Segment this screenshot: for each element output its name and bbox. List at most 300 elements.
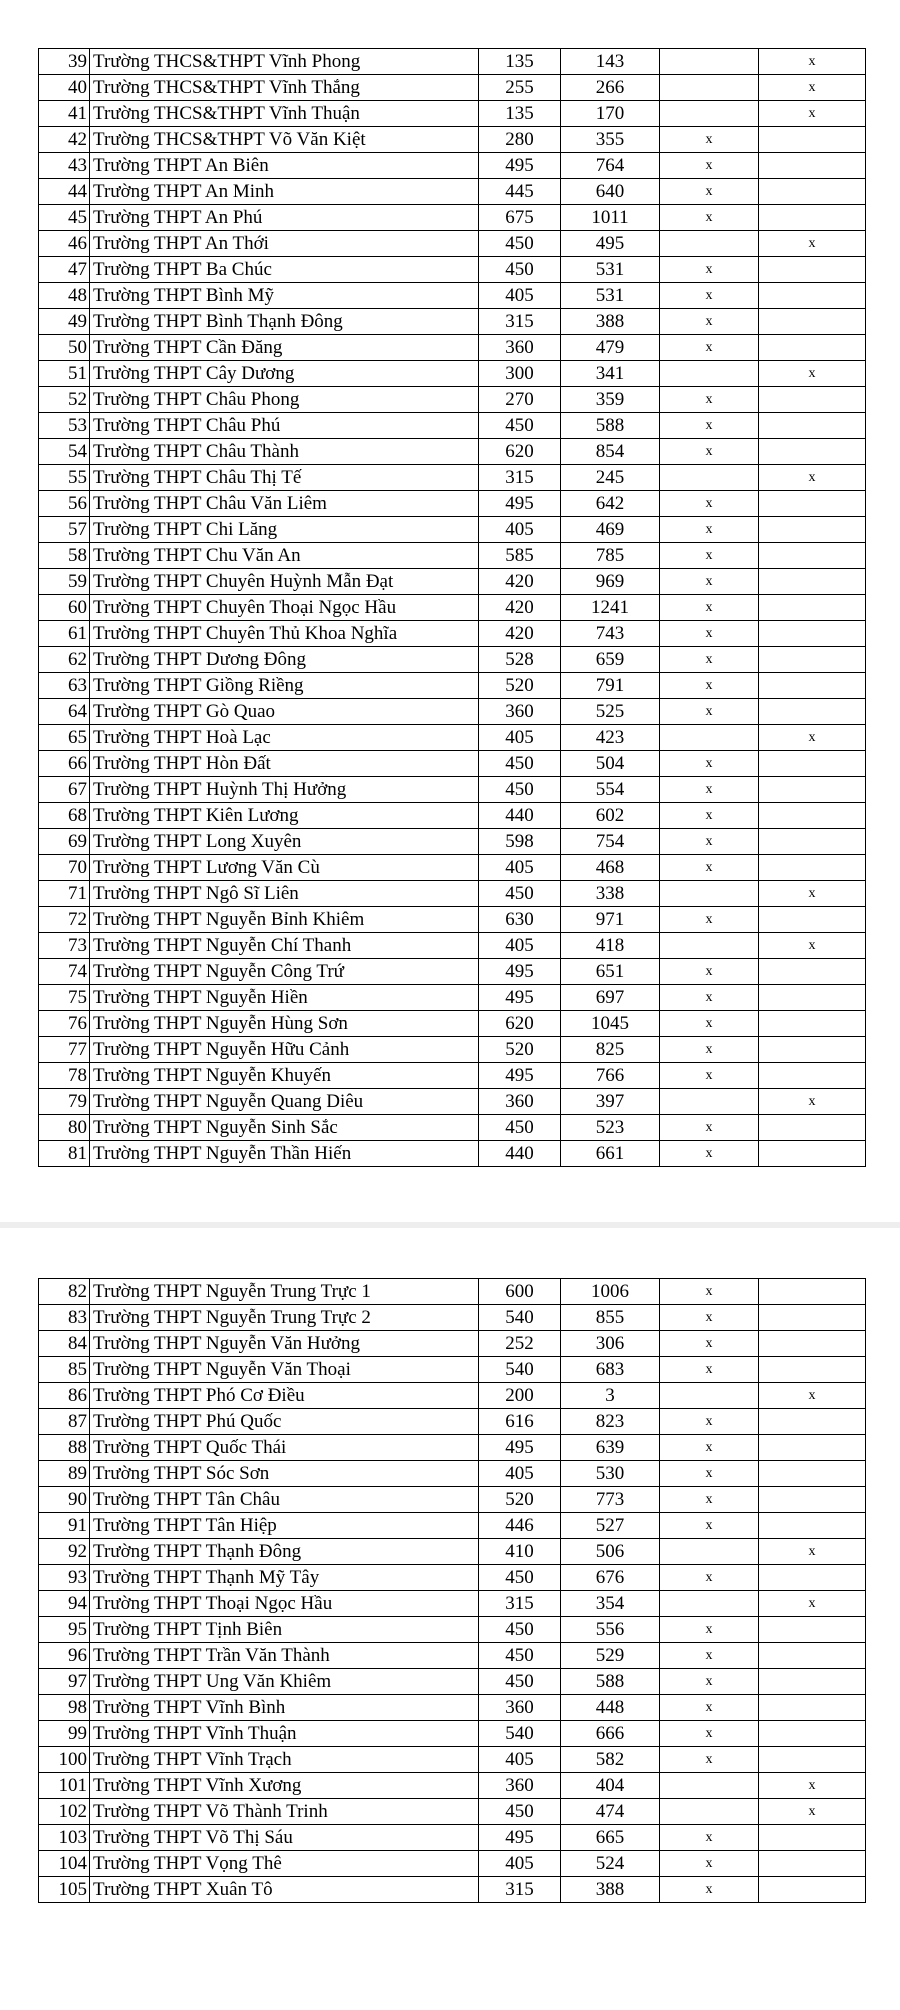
- school-name: Trường THPT Ngô Sĩ Liên: [90, 881, 479, 907]
- table-row: [39, 1435, 866, 1461]
- check-mark: x: [705, 1465, 713, 1481]
- mark-column-2: [759, 1115, 866, 1141]
- value-b: 523: [561, 1115, 660, 1141]
- table-row: [39, 179, 866, 205]
- row-number: 82: [39, 1279, 90, 1305]
- school-name: Trường THPT Long Xuyên: [90, 829, 479, 855]
- school-name: Trường THPT Dương Đông: [90, 647, 479, 673]
- table-row: [39, 1011, 866, 1037]
- row-number: 64: [39, 699, 90, 725]
- table-row: [39, 1825, 866, 1851]
- mark-column-1: [660, 1461, 759, 1487]
- check-mark: x: [705, 1855, 713, 1871]
- value-b: 766: [561, 1063, 660, 1089]
- row-number: 97: [39, 1669, 90, 1695]
- mark-column-1: [660, 1773, 759, 1799]
- value-b: 143: [561, 49, 660, 75]
- value-b: 525: [561, 699, 660, 725]
- table-row: [39, 621, 866, 647]
- table-row: [39, 1799, 866, 1825]
- mark-column-2: [759, 595, 866, 621]
- table-row: [39, 1747, 866, 1773]
- table-row: [39, 387, 866, 413]
- mark-column-2: [759, 1825, 866, 1851]
- value-b: 665: [561, 1825, 660, 1851]
- row-number: 43: [39, 153, 90, 179]
- mark-column-2: [759, 673, 866, 699]
- check-mark: x: [705, 339, 713, 355]
- mark-column-2: [759, 1037, 866, 1063]
- school-name: Trường THPT Nguyễn Chí Thanh: [90, 933, 479, 959]
- value-b: 531: [561, 257, 660, 283]
- mark-column-2: [759, 1011, 866, 1037]
- check-mark: x: [705, 833, 713, 849]
- check-mark: x: [808, 729, 816, 745]
- mark-column-1: [660, 1799, 759, 1825]
- mark-column-1: [660, 1825, 759, 1851]
- table-row: [39, 361, 866, 387]
- value-b: 743: [561, 621, 660, 647]
- table-row: [39, 1721, 866, 1747]
- check-mark: x: [705, 1041, 713, 1057]
- mark-column-1: [660, 1089, 759, 1115]
- value-b: 397: [561, 1089, 660, 1115]
- mark-column-1: [660, 1565, 759, 1591]
- school-name: Trường THPT Quốc Thái: [90, 1435, 479, 1461]
- value-b: 554: [561, 777, 660, 803]
- value-a: 135: [479, 49, 561, 75]
- value-b: 479: [561, 335, 660, 361]
- mark-column-2: [759, 1773, 866, 1799]
- table-row: [39, 335, 866, 361]
- mark-column-2: [759, 1799, 866, 1825]
- value-b: 527: [561, 1513, 660, 1539]
- row-number: 77: [39, 1037, 90, 1063]
- table-row: [39, 257, 866, 283]
- check-mark: x: [705, 443, 713, 459]
- value-b: 602: [561, 803, 660, 829]
- table-row: [39, 543, 866, 569]
- value-b: 355: [561, 127, 660, 153]
- value-a: 450: [479, 1643, 561, 1669]
- value-b: 3: [561, 1383, 660, 1409]
- value-a: 360: [479, 1089, 561, 1115]
- mark-column-1: [660, 543, 759, 569]
- mark-column-1: [660, 1357, 759, 1383]
- row-number: 88: [39, 1435, 90, 1461]
- row-number: 96: [39, 1643, 90, 1669]
- row-number: 86: [39, 1383, 90, 1409]
- mark-column-2: [759, 75, 866, 101]
- value-b: 683: [561, 1357, 660, 1383]
- value-b: 529: [561, 1643, 660, 1669]
- value-b: 469: [561, 517, 660, 543]
- row-number: 59: [39, 569, 90, 595]
- mark-column-2: [759, 881, 866, 907]
- mark-column-2: [759, 1141, 866, 1167]
- table-row: [39, 75, 866, 101]
- school-name: Trường THPT Nguyễn Quang Diêu: [90, 1089, 479, 1115]
- row-number: 56: [39, 491, 90, 517]
- school-name: Trường THPT Vĩnh Trạch: [90, 1747, 479, 1773]
- row-number: 47: [39, 257, 90, 283]
- row-number: 53: [39, 413, 90, 439]
- value-a: 315: [479, 309, 561, 335]
- row-number: 79: [39, 1089, 90, 1115]
- row-number: 61: [39, 621, 90, 647]
- table-row: [39, 491, 866, 517]
- school-name: Trường THPT Ung Văn Khiêm: [90, 1669, 479, 1695]
- school-name: Trường THPT Tân Châu: [90, 1487, 479, 1513]
- mark-column-1: [660, 1851, 759, 1877]
- value-b: 474: [561, 1799, 660, 1825]
- value-a: 405: [479, 1747, 561, 1773]
- table-row: [39, 153, 866, 179]
- value-a: 450: [479, 231, 561, 257]
- check-mark: x: [705, 1647, 713, 1663]
- check-mark: x: [705, 651, 713, 667]
- mark-column-1: [660, 1141, 759, 1167]
- table-row: [39, 465, 866, 491]
- school-name: Trường THPT Chuyên Huỳnh Mẫn Đạt: [90, 569, 479, 595]
- value-b: 1241: [561, 595, 660, 621]
- value-b: 1011: [561, 205, 660, 231]
- mark-column-1: [660, 881, 759, 907]
- mark-column-2: [759, 1747, 866, 1773]
- school-name: Trường THPT Ba Chúc: [90, 257, 479, 283]
- mark-column-2: [759, 985, 866, 1011]
- check-mark: x: [705, 521, 713, 537]
- mark-column-1: [660, 75, 759, 101]
- mark-column-1: [660, 1539, 759, 1565]
- value-b: 582: [561, 1747, 660, 1773]
- mark-column-2: [759, 465, 866, 491]
- school-name: Trường THCS&THPT Vĩnh Phong: [90, 49, 479, 75]
- mark-column-2: [759, 1383, 866, 1409]
- value-a: 540: [479, 1721, 561, 1747]
- mark-column-2: [759, 907, 866, 933]
- row-number: 51: [39, 361, 90, 387]
- table-row: [39, 1305, 866, 1331]
- mark-column-2: [759, 829, 866, 855]
- value-b: 642: [561, 491, 660, 517]
- mark-column-2: [759, 439, 866, 465]
- value-a: 280: [479, 127, 561, 153]
- school-name: Trường THPT Tịnh Biên: [90, 1617, 479, 1643]
- mark-column-1: [660, 751, 759, 777]
- value-a: 405: [479, 1851, 561, 1877]
- value-a: 405: [479, 517, 561, 543]
- check-mark: x: [705, 1145, 713, 1161]
- school-name: Trường THPT Gò Quao: [90, 699, 479, 725]
- value-a: 315: [479, 1591, 561, 1617]
- mark-column-2: [759, 1721, 866, 1747]
- mark-column-1: [660, 1695, 759, 1721]
- mark-column-2: [759, 1357, 866, 1383]
- value-a: 450: [479, 1565, 561, 1591]
- mark-column-2: [759, 283, 866, 309]
- mark-column-2: [759, 1435, 866, 1461]
- check-mark: x: [705, 1283, 713, 1299]
- check-mark: x: [808, 1803, 816, 1819]
- table-row: [39, 127, 866, 153]
- table-row: [39, 1357, 866, 1383]
- table-row: [39, 1037, 866, 1063]
- row-number: 49: [39, 309, 90, 335]
- school-table-2: [38, 1278, 866, 1903]
- value-b: 388: [561, 1877, 660, 1903]
- mark-column-2: [759, 257, 866, 283]
- mark-column-1: [660, 1513, 759, 1539]
- value-a: 360: [479, 699, 561, 725]
- mark-column-2: [759, 1063, 866, 1089]
- table-row: [39, 829, 866, 855]
- check-mark: x: [705, 1309, 713, 1325]
- mark-column-2: [759, 517, 866, 543]
- mark-column-1: [660, 517, 759, 543]
- mark-column-2: [759, 1539, 866, 1565]
- value-b: 754: [561, 829, 660, 855]
- mark-column-1: [660, 933, 759, 959]
- value-a: 675: [479, 205, 561, 231]
- school-name: Trường THPT Phó Cơ Điều: [90, 1383, 479, 1409]
- table-row: [39, 283, 866, 309]
- check-mark: x: [808, 235, 816, 251]
- school-name: Trường THPT Nguyễn Sinh Sắc: [90, 1115, 479, 1141]
- school-name: Trường THPT Cây Dương: [90, 361, 479, 387]
- school-name: Trường THPT Nguyễn Trung Trực 1: [90, 1279, 479, 1305]
- mark-column-1: [660, 1383, 759, 1409]
- mark-column-1: [660, 101, 759, 127]
- row-number: 80: [39, 1115, 90, 1141]
- school-name: Trường THPT Giồng Riềng: [90, 673, 479, 699]
- table-row: [39, 1383, 866, 1409]
- row-number: 40: [39, 75, 90, 101]
- mark-column-1: [660, 179, 759, 205]
- value-b: 504: [561, 751, 660, 777]
- mark-column-1: [660, 621, 759, 647]
- mark-column-2: [759, 1877, 866, 1903]
- school-name: Trường THPT Vĩnh Thuận: [90, 1721, 479, 1747]
- check-mark: x: [705, 1439, 713, 1455]
- school-name: Trường THPT Châu Phong: [90, 387, 479, 413]
- table-row: [39, 1773, 866, 1799]
- table-row: [39, 1409, 866, 1435]
- check-mark: x: [705, 963, 713, 979]
- value-a: 315: [479, 465, 561, 491]
- mark-column-2: [759, 959, 866, 985]
- table-row: [39, 985, 866, 1011]
- value-b: 506: [561, 1539, 660, 1565]
- mark-column-2: [759, 855, 866, 881]
- value-a: 495: [479, 959, 561, 985]
- mark-column-2: [759, 205, 866, 231]
- school-name: Trường THPT Sóc Sơn: [90, 1461, 479, 1487]
- value-a: 420: [479, 595, 561, 621]
- mark-column-2: [759, 1409, 866, 1435]
- mark-column-1: [660, 335, 759, 361]
- school-name: Trường THPT Bình Mỹ: [90, 283, 479, 309]
- school-name: Trường THPT Châu Thị Tế: [90, 465, 479, 491]
- row-number: 87: [39, 1409, 90, 1435]
- row-number: 73: [39, 933, 90, 959]
- school-name: Trường THCS&THPT Vĩnh Thuận: [90, 101, 479, 127]
- table-row: [39, 647, 866, 673]
- table-row: [39, 751, 866, 777]
- value-a: 520: [479, 1487, 561, 1513]
- mark-column-1: [660, 283, 759, 309]
- row-number: 76: [39, 1011, 90, 1037]
- table-row: [39, 725, 866, 751]
- check-mark: x: [808, 1093, 816, 1109]
- mark-column-2: [759, 413, 866, 439]
- table-row: [39, 907, 866, 933]
- mark-column-1: [660, 1591, 759, 1617]
- value-a: 620: [479, 439, 561, 465]
- value-a: 598: [479, 829, 561, 855]
- mark-column-2: [759, 1617, 866, 1643]
- value-b: 661: [561, 1141, 660, 1167]
- table-row: [39, 101, 866, 127]
- school-name: Trường THPT Hòn Đất: [90, 751, 479, 777]
- check-mark: x: [705, 1881, 713, 1897]
- mark-column-2: [759, 803, 866, 829]
- mark-column-2: [759, 725, 866, 751]
- row-number: 70: [39, 855, 90, 881]
- check-mark: x: [808, 1387, 816, 1403]
- school-name: Trường THPT An Biên: [90, 153, 479, 179]
- row-number: 72: [39, 907, 90, 933]
- value-b: 338: [561, 881, 660, 907]
- mark-column-1: [660, 1487, 759, 1513]
- value-a: 445: [479, 179, 561, 205]
- mark-column-2: [759, 1513, 866, 1539]
- row-number: 44: [39, 179, 90, 205]
- mark-column-1: [660, 569, 759, 595]
- mark-column-1: [660, 673, 759, 699]
- mark-column-2: [759, 309, 866, 335]
- row-number: 91: [39, 1513, 90, 1539]
- table-body: [39, 49, 866, 1167]
- mark-column-2: [759, 1089, 866, 1115]
- table-row: [39, 1877, 866, 1903]
- mark-column-1: [660, 1669, 759, 1695]
- school-name: Trường THPT Hoà Lạc: [90, 725, 479, 751]
- value-b: 524: [561, 1851, 660, 1877]
- table-row: [39, 1461, 866, 1487]
- school-name: Trường THPT Thạnh Đông: [90, 1539, 479, 1565]
- mark-column-1: [660, 49, 759, 75]
- value-a: 600: [479, 1279, 561, 1305]
- table-row: [39, 1539, 866, 1565]
- value-b: 341: [561, 361, 660, 387]
- value-b: 359: [561, 387, 660, 413]
- value-b: 666: [561, 1721, 660, 1747]
- value-a: 585: [479, 543, 561, 569]
- check-mark: x: [808, 53, 816, 69]
- mark-column-1: [660, 855, 759, 881]
- mark-column-1: [660, 465, 759, 491]
- value-b: 388: [561, 309, 660, 335]
- school-name: Trường THPT An Phú: [90, 205, 479, 231]
- value-a: 495: [479, 153, 561, 179]
- value-b: 971: [561, 907, 660, 933]
- school-name: Trường THPT Vọng Thê: [90, 1851, 479, 1877]
- table-row: [39, 413, 866, 439]
- mark-column-2: [759, 569, 866, 595]
- school-name: Trường THPT Châu Phú: [90, 413, 479, 439]
- row-number: 67: [39, 777, 90, 803]
- table-row: [39, 933, 866, 959]
- check-mark: x: [705, 703, 713, 719]
- mark-column-2: [759, 127, 866, 153]
- value-b: 468: [561, 855, 660, 881]
- mark-column-1: [660, 153, 759, 179]
- value-b: 1006: [561, 1279, 660, 1305]
- mark-column-1: [660, 1279, 759, 1305]
- mark-column-1: [660, 803, 759, 829]
- row-number: 66: [39, 751, 90, 777]
- mark-column-1: [660, 1877, 759, 1903]
- value-b: 588: [561, 1669, 660, 1695]
- check-mark: x: [705, 209, 713, 225]
- value-b: 245: [561, 465, 660, 491]
- check-mark: x: [705, 1413, 713, 1429]
- value-a: 450: [479, 777, 561, 803]
- value-a: 450: [479, 881, 561, 907]
- mark-column-1: [660, 1409, 759, 1435]
- mark-column-2: [759, 777, 866, 803]
- mark-column-1: [660, 985, 759, 1011]
- check-mark: x: [705, 1829, 713, 1845]
- table-row: [39, 699, 866, 725]
- row-number: 45: [39, 205, 90, 231]
- value-b: 495: [561, 231, 660, 257]
- value-a: 252: [479, 1331, 561, 1357]
- mark-column-1: [660, 1435, 759, 1461]
- value-a: 520: [479, 673, 561, 699]
- check-mark: x: [808, 1595, 816, 1611]
- school-name: Trường THPT Chu Văn An: [90, 543, 479, 569]
- value-b: 825: [561, 1037, 660, 1063]
- mark-column-2: [759, 49, 866, 75]
- mark-column-1: [660, 959, 759, 985]
- row-number: 93: [39, 1565, 90, 1591]
- school-name: Trường THPT Cần Đăng: [90, 335, 479, 361]
- value-a: 270: [479, 387, 561, 413]
- mark-column-1: [660, 231, 759, 257]
- table-row: [39, 231, 866, 257]
- school-name: Trường THPT Châu Văn Liêm: [90, 491, 479, 517]
- value-b: 659: [561, 647, 660, 673]
- table-row: [39, 1695, 866, 1721]
- check-mark: x: [705, 1621, 713, 1637]
- row-number: 57: [39, 517, 90, 543]
- check-mark: x: [705, 859, 713, 875]
- mark-column-1: [660, 439, 759, 465]
- value-a: 405: [479, 725, 561, 751]
- school-name: Trường THPT Nguyễn Bỉnh Khiêm: [90, 907, 479, 933]
- mark-column-1: [660, 1063, 759, 1089]
- school-name: Trường THPT Thạnh Mỹ Tây: [90, 1565, 479, 1591]
- value-b: 354: [561, 1591, 660, 1617]
- value-b: 306: [561, 1331, 660, 1357]
- check-mark: x: [705, 183, 713, 199]
- value-b: 531: [561, 283, 660, 309]
- value-a: 315: [479, 1877, 561, 1903]
- check-mark: x: [705, 807, 713, 823]
- check-mark: x: [705, 1015, 713, 1031]
